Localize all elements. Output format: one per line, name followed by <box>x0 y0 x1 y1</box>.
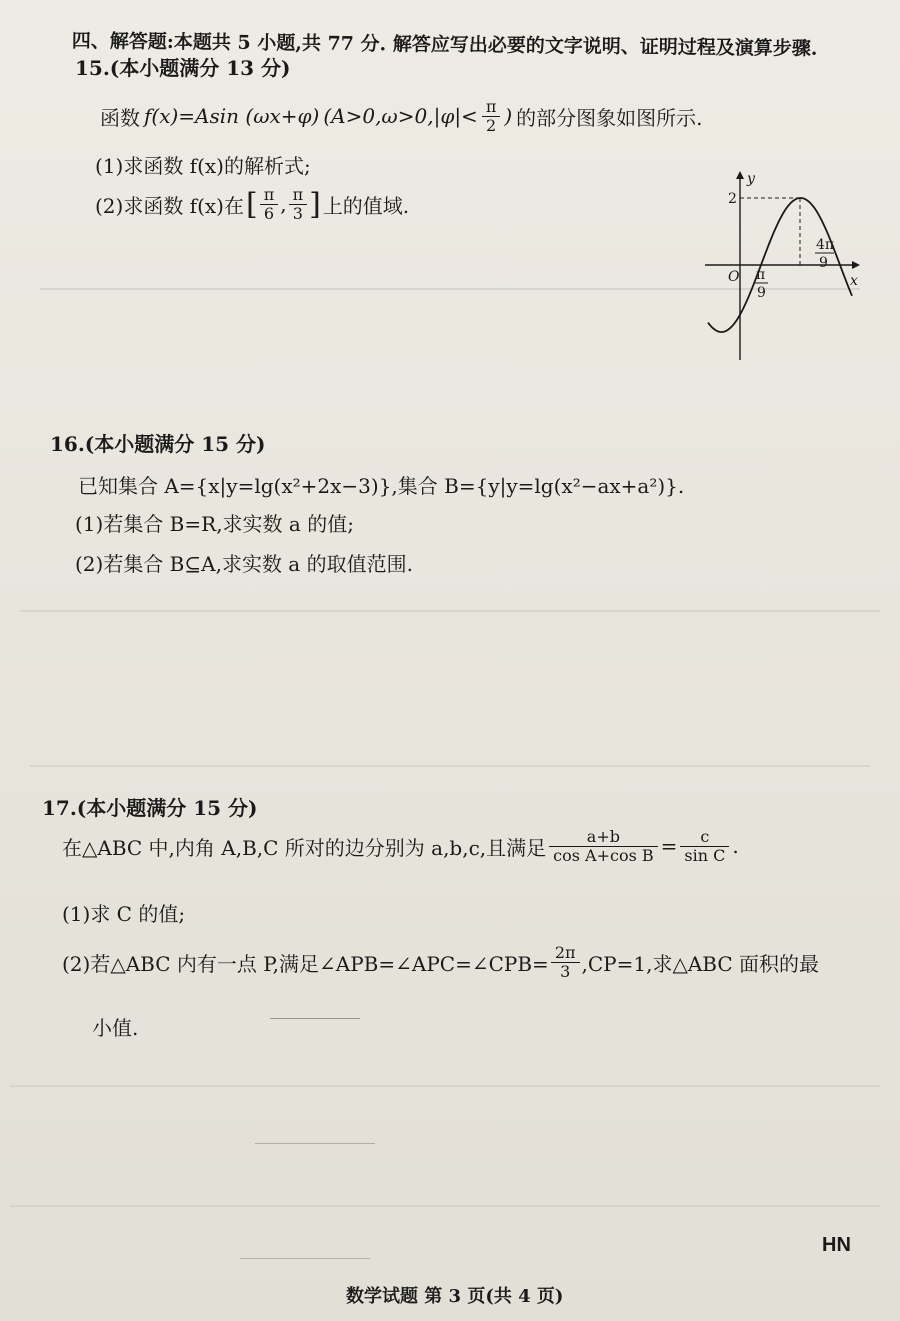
bleed-blank-line-1 <box>270 1018 360 1019</box>
section-heading: 四、解答题:本题共 5 小题,共 77 分. 解答应写出必要的文字说明、证明过程及演算步骤. <box>71 29 818 60</box>
q17-part2-pre: (2)若△ABC 内有一点 P,满足∠APB=∠APC=∠CPB= <box>62 951 549 976</box>
q15-stem-cond-den: 2 <box>485 115 497 135</box>
q15-part2-open: [ <box>245 186 258 222</box>
graph-label-origin: O <box>728 269 740 285</box>
q15-part2 <box>95 186 409 222</box>
q17-part2-frac-num: 2π <box>551 944 580 963</box>
q17-part2-frac-den: 3 <box>560 961 571 981</box>
q16-part2: (2)若集合 B⊆A,求实数 a 的取值范围. <box>75 552 413 576</box>
graph-y-arrow <box>736 171 744 179</box>
q17-part1: (1)求 C 的值; <box>62 902 186 926</box>
q15-part2-close: ] <box>309 186 321 222</box>
q17-frac1-den: cos A+cos B <box>553 845 654 865</box>
q15-part2-pre: (2)求函数 f(x)在 <box>95 193 244 218</box>
q17-part2-post: ,CP=1,求△ABC 面积的最 <box>581 951 820 976</box>
bleed-blank-line-2 <box>255 1143 375 1144</box>
graph-label-max: 2 <box>728 191 737 207</box>
graph-label-t2-den: 9 <box>819 255 828 271</box>
graph-label-x: x <box>850 273 858 289</box>
q17-header: 17.(本小题满分 15 分) <box>42 796 258 820</box>
q17-equals: = <box>660 834 678 859</box>
q15-part2-b-num: π <box>289 186 308 205</box>
q15-stem-cond-close: ) <box>504 104 513 129</box>
q17-frac1-num: a+b <box>549 828 658 847</box>
graph-x-arrow <box>852 261 860 269</box>
bleed-through-band-5 <box>10 1205 880 1207</box>
graph-label-t1-num: π <box>756 267 766 283</box>
q15-part2-b-den: 3 <box>292 203 303 223</box>
bleed-through-band-4 <box>10 1085 880 1087</box>
graph-label-t2-num: 4π <box>816 237 835 253</box>
q17-stem-pre: 在△ABC 中,内角 A,B,C 所对的边分别为 a,b,c,且满足 <box>62 835 547 860</box>
q15-stem-cond: (A>0,ω>0,|φ|< <box>323 104 478 129</box>
q17-part2-frac <box>551 944 580 980</box>
q15-header: 15.(本小题满分 13 分) <box>75 56 291 80</box>
q17-stem <box>62 828 739 864</box>
q15-stem-cond-frac <box>482 98 501 134</box>
q17-part2-line2: 小值. <box>92 1016 139 1040</box>
q16-stem: 已知集合 A={x|y=lg(x²+2x−3)},集合 B={y|y=lg(x²−ax+a²)}. <box>78 474 685 498</box>
q17-frac1 <box>549 828 658 864</box>
bleed-through-band-2 <box>20 610 880 612</box>
page-footer-label: 数学试题 第 3 页(共 4 页) <box>346 1286 564 1307</box>
q17-frac2 <box>680 828 729 864</box>
q15-sine-graph <box>700 165 870 365</box>
q15-part2-comma: , <box>280 192 287 217</box>
graph-label-y: y <box>747 171 755 187</box>
q15-part2-a-num: π <box>260 186 279 205</box>
q15-part1: (1)求函数 f(x)的解析式; <box>95 154 311 178</box>
q17-frac2-num: c <box>680 828 729 847</box>
q15-stem-pre: 函数 <box>100 105 140 130</box>
q16-part1: (1)若集合 B=R,求实数 a 的值; <box>75 512 354 536</box>
q17-part2 <box>62 944 819 980</box>
bleed-blank-line-3 <box>240 1258 370 1259</box>
q15-stem-cond-num: π <box>482 98 501 117</box>
q15-stem-func: f(x)=Asin (ωx+φ) <box>144 104 320 129</box>
graph-label-t1-den: 9 <box>757 285 766 301</box>
bleed-through-band-3 <box>30 765 870 767</box>
q15-part2-post: 上的值域. <box>322 193 410 218</box>
q17-stem-end: . <box>732 834 739 859</box>
q15-stem <box>100 98 703 134</box>
q16-header: 16.(本小题满分 15 分) <box>50 432 266 456</box>
paper-code-badge: HN <box>822 1234 851 1256</box>
q15-part2-frac-a <box>260 186 279 222</box>
q15-part2-frac-b <box>289 186 308 222</box>
q15-part2-a-den: 6 <box>263 203 275 223</box>
q17-frac2-den: sin C <box>684 845 726 865</box>
q15-stem-post: 的部分图象如图所示. <box>516 105 703 130</box>
